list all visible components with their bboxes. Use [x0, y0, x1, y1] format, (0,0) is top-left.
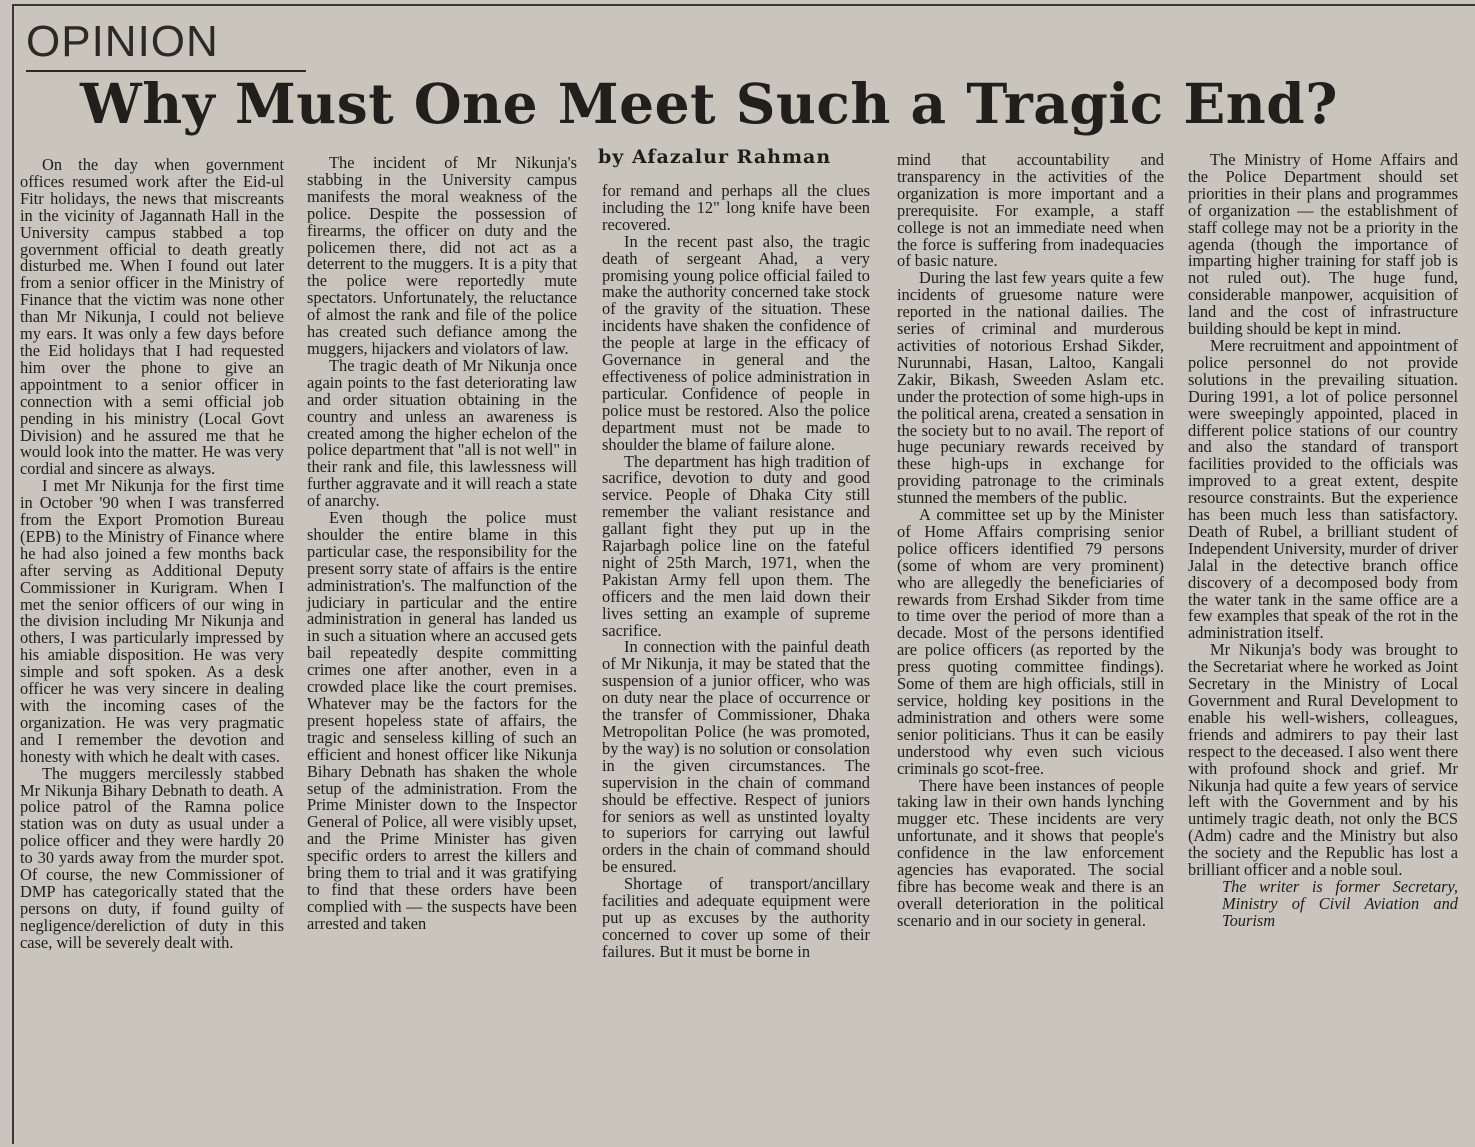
paragraph: Shortage of transport/ancillary facilities and adequate equipment were put up as excuses by the authority concerned to cover up some of their failures. But it must be borne in — [602, 874, 870, 961]
left-rule — [12, 4, 14, 1144]
headline: Why Must One Meet Such a Tragic End? — [80, 71, 1338, 136]
paragraph: The Ministry of Home Affairs and the Police Department should set priorities in their plans and programmes of organization — the establishment of staff college may not be a priority in the agenda (though the importance of imparting higher training for staff job is not ruled out). The huge fund, considerable manpower, acquisition of land and the cost of infrastructure building should be kept in mind. — [1188, 150, 1458, 339]
paragraph: In the recent past also, the tragic death of sergeant Ahad, a very promising young police official failed to make the authority concerned take stock of the gravity of the situation. These incidents have shaken the confidence of the people at large in the efficacy of Governance in general and the effectiveness of police administration in particular. Confidence of people in police must be restored. Also the police department must not be made to shoulder the blame of failure alone. — [602, 231, 870, 454]
paragraph: The tragic death of Mr Nikunja once again points to the fast deteriorating law and order situation obtaining in the country and unless an awareness is created among the higher echelon of the police department that "all is not well" in their rank and file, this lawlessness will further aggravate and it will reach a state of anarchy. — [307, 355, 577, 511]
paragraph: A committee set up by the Minister of Home Affairs comprising senior police officers identified 79 persons (some of whom are very prominent) who are allegedly the beneficiaries of rewards from Ershad Sikder from time to time over the period of more than a decade. Most of the persons identified are police officers (as reported by the press quoting committee findings). Some of them are high officials, still in service, holding key positions in the administration and others were some senior politicians. Thus it can be easily understood why even such vicious criminals go scot-free. — [897, 505, 1164, 778]
paragraph: On the day when government offices resumed work after the Eid-ul Fitr holidays, the news that miscreants in the vicinity of Jagannath Hall in the University campus stabbed a top government official to death greatly disturbed me. When I found out later from a senior officer in the Ministry of Finance that the victim was none other than Mr Nikunja, I could not believe my ears. It was only a few days before the Eid holidays that I had requested him over the phone to give an appointment to a senior officer in connection with a semi official job pending in his ministry (Local Govt Division) and he assured me that he would look into the matter. He was very cordial and sincere as always. — [20, 155, 284, 479]
paragraph: In connection with the painful death of Mr Nikunja, it may be stated that the suspension of a junior officer, who was on duty near the place of occurrence or the transfer of Commissioner, Dhaka Metropolitan Police (he was promoted, by the way) is no solution or consolation in the given circumstances. The supervision in the chain of command should be effective. Respect of juniors for seniors as well as unstinted loyalty to superiors for carrying out lawful orders in the chain of command should be ensured. — [602, 637, 870, 877]
paragraph: Even though the police must shoulder the entire blame in this particular case, the responsibility for the present sorry state of affairs is the entire administration's. The malfunction of the judiciary in particular and the entire administration in general has landed us in such a situation where an accused gets bail repeatedly despite committing crimes one after another, even in a crowded place like the court premises. Whatever may be the factors for the present hopeless state of affairs, the tragic and senseless killing of such an efficient and honest officer like Nikunja Bihary Debnath has shaken the whole setup of the administration. From the Prime Minister down to the Inspector General of Police, all were visibly upset, and the Prime Minister has given specific orders to arrest the killers and bring them to trial and it was gratifying to find that these orders have been complied with — the suspects have been arrested and taken — [307, 508, 577, 933]
paragraph: Mere recruitment and appointment of police personnel do not provide solutions in the prevailing situation. During 1991, a lot of police personnel were sweepingly appointed, placed in different police stations of our country and also the standard of transport facilities provided to the officials was improved to a great extent, despite resource constraints. But the experience has been much less than satisfactory. Death of Rubel, a brilliant student of Independent University, murder of driver Jalal in the detective branch office discovery of a decomposed body from the water tank in the same office are a few examples that speak of the rot in the administration itself. — [1188, 335, 1458, 643]
article-column-4 — [897, 152, 1164, 930]
author-credit: The writer is former Secretary, Ministry of Civil Aviation and Tourism — [1222, 876, 1458, 930]
paragraph: There have been instances of people taking law in their own hands lynching mugger etc. These incidents are very unfortunate, and it shows that people's confidence in the law enforcement agencies has evaporated. The social fibre has become weak and there is an overall deterioration in the political scenario and in our society in general. — [897, 775, 1164, 930]
section-label: OPINION — [26, 17, 219, 66]
paragraph: The incident of Mr Nikunja's stabbing in the University campus manifests the moral weakness of the police. Despite the possession of firearms, the officer on duty and the policemen there, did not act as a deterrent to the muggers. It is a pity that the police were reportedly mute spectators. Unfortunately, the reluctance of almost the rank and file of the police has created such defiance among the muggers, hijackers and violators of law. — [307, 153, 577, 358]
article-column-3 — [602, 183, 870, 961]
top-rule — [12, 4, 1475, 6]
byline: by Afazalur Rahman — [598, 146, 832, 168]
paragraph: Mr Nikunja's body was brought to the Secretariat where he worked as Joint Secretary in the Ministry of Local Government and Rural Development to enable his well-wishers, colleagues, friends and admirers to pay their last respect to the deceased. I also went there with profound shock and grief. Mr Nikunja had quite a few years of service left with the Government and by his untimely tragic death, not only the BCS (Adm) cadre and the Ministry but also the society and the Republic has lost a brilliant officer and a noble soul. — [1188, 640, 1458, 880]
article-column-2 — [307, 155, 577, 933]
article-column-1 — [20, 157, 284, 952]
paragraph: The muggers mercilessly stabbed Mr Nikunja Bihary Debnath to death. A police patrol of the Ramna police station was on duty as usual under a police officer and they were hardly 20 to 30 yards away from the murder spot. Of course, the new Commissioner of DMP has categorically stated that the persons on duty, if found guilty of negligence/dereliction of duty in this case, will be severely dealt with. — [20, 763, 284, 952]
paragraph: mind that accountability and transparency in the activities of the organization is more important and a prerequisite. For example, a staff college is not an immediate need when the force is suffering from inadequacies of basic nature. — [897, 150, 1164, 271]
article-column-5 — [1188, 152, 1458, 930]
paragraph: for remand and perhaps all the clues including the 12" long knife have been recovered. — [602, 181, 870, 234]
paragraph: I met Mr Nikunja for the first time in October '90 when I was transferred from the Export Promotion Bureau (EPB) to the Ministry of Finance where he had also joined a few months back after serving as Additional Deputy Commissioner in Kurigram. When I met the senior officers of our wing in the division including Mr Nikunja and others, I was particularly impressed by his amiable disposition. He was very simple and soft spoken. As a desk officer he was very sincere in dealing with the incoming cases of the organization. He was very pragmatic and I remember the devotion and honesty with which he dealt with cases. — [20, 476, 284, 766]
paragraph: During the last few years quite a few incidents of gruesome nature were reported in the national dailies. The series of criminal and murderous activities of notorious Ershad Sikder, Nurunnabi, Hasan, Laltoo, Kangali Zakir, Bikash, Sweeden Aslam etc. under the protection of some high-ups in the political arena, created a sensation in the society but to no avail. The report of huge pecuniary rewards received by these high-ups in exchange for providing patronage to the criminals stunned the members of the public. — [897, 268, 1164, 508]
paragraph: The department has high tradition of sacrifice, devotion to duty and good service. People of Dhaka City still remember the valiant resistance and gallant fight they put up in the Rajarbagh police line on the fateful night of 25th March, 1971, when the Pakistan Army fell upon them. The officers and the men laid down their lives setting an example of supreme sacrifice. — [602, 451, 870, 640]
